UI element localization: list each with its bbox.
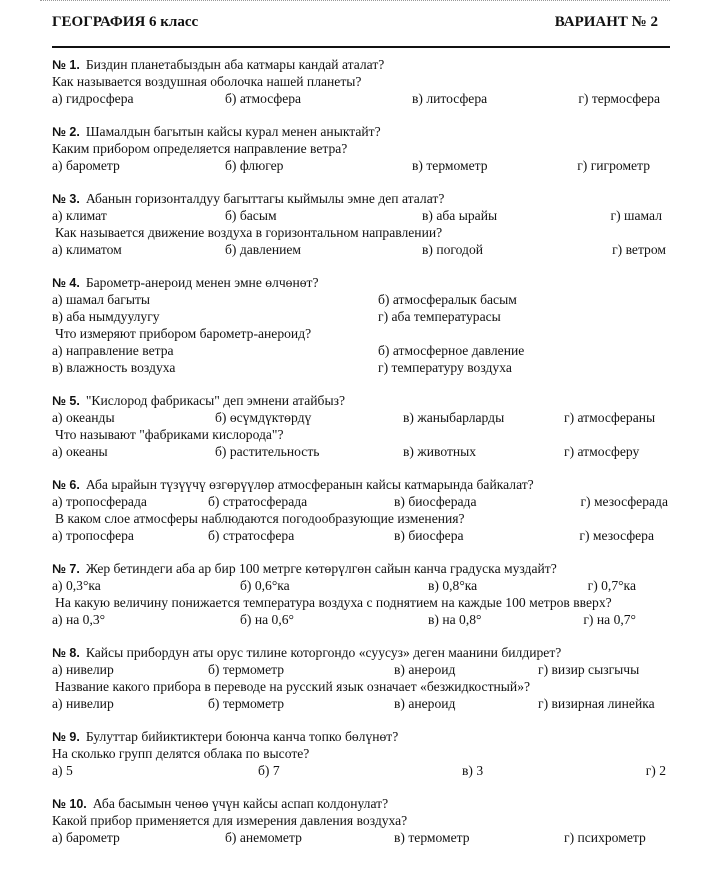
option-a: а) тропосферада [52, 494, 147, 509]
option-v: в) анероид [394, 662, 456, 677]
header-rule [52, 46, 670, 48]
option-b: б) 0,6°ка [240, 578, 290, 593]
question-text-ru: Какой прибор применяется для измерения давления воздуха? [52, 813, 408, 828]
option-b: б) стратосфера [208, 528, 295, 543]
question-text-ru: Название какого прибора в переводе на русский язык означает «безжидкостный»? [55, 679, 531, 694]
question-2 [52, 123, 670, 174]
option-b: б) на 0,6° [240, 612, 294, 627]
option-a: а) гидросфера [52, 91, 134, 106]
option-v: в) 3 [462, 763, 484, 778]
option-b: б) 7 [258, 763, 280, 778]
option-a: а) шамал багыты [52, 292, 151, 307]
question-number: № 10. [52, 797, 87, 811]
question-number: № 2. [52, 125, 80, 139]
question-4 [52, 274, 670, 376]
question-number: № 5. [52, 394, 80, 408]
question-text-kg: Кайсы прибордун аты орус тилине которгондо «суусуз» деген маанини билдирет? [85, 645, 562, 660]
option-g: г) температуру воздуха [378, 360, 512, 375]
question-number: № 7. [52, 562, 80, 576]
option-a: а) барометр [52, 158, 120, 173]
option-g: г) визирная линейка [538, 696, 655, 711]
option-b: б) басым [225, 208, 277, 223]
question-9 [52, 728, 670, 779]
option-a: а) нивелир [52, 696, 114, 711]
option-g: г) 2 [645, 763, 666, 778]
question-text-ru: На сколько групп делятся облака по высоте? [52, 746, 310, 761]
option-b: б) стратосферада [208, 494, 308, 509]
option-v: в) влажность воздуха [52, 360, 176, 375]
option-v: в) биосферада [394, 494, 477, 509]
option-b: б) анемометр [225, 830, 302, 845]
question-10 [52, 795, 670, 846]
option-g: г) на 0,7° [583, 612, 636, 627]
question-text-kg: Аба ырайын түзүүчү өзгөрүүлөр атмосферанын кайсы катмарында байкалат? [85, 477, 534, 492]
question-number: № 9. [52, 730, 80, 744]
question-1 [52, 56, 670, 107]
question-3 [52, 190, 670, 258]
option-v: в) термометр [412, 158, 488, 173]
option-g: г) ветром [612, 242, 666, 257]
top-dotted-border [40, 0, 670, 3]
question-number: № 1. [52, 58, 80, 72]
option-g: г) атмосферу [564, 444, 640, 459]
option-b: б) растительность [215, 444, 320, 459]
option-b: б) термометр [208, 696, 285, 711]
option-v: в) анероид [394, 696, 456, 711]
option-v: в) биосфера [394, 528, 464, 543]
question-text-ru: Каким прибором определяется направление ветра? [52, 141, 348, 156]
option-g: г) визир сызгычы [538, 662, 640, 677]
option-b: б) давлением [225, 242, 302, 257]
question-text-kg: Абанын горизонталдуу багыттагы кыймылы эмне деп аталат? [85, 191, 445, 206]
option-a: а) барометр [52, 830, 120, 845]
question-text-kg: Аба басымын ченөө үчүн кайсы аспап колдонулат? [92, 796, 389, 811]
option-a: а) климатом [52, 242, 122, 257]
option-a: а) океанды [52, 410, 115, 425]
question-text-kg: Барометр-анероид менен эмне өлчөнөт? [85, 275, 319, 290]
question-text-kg: Булуттар бийиктиктери боюнча канча топко бөлүнөт? [85, 729, 399, 744]
option-b: б) атмосфера [225, 91, 302, 106]
option-b: б) атмосферное давление [378, 343, 525, 358]
question-text-ru: Что измеряют прибором барометр-анероид? [55, 326, 312, 341]
question-text-ru: На какую величину понижается температура воздуха с поднятием на каждые 100 метров вверх? [55, 595, 612, 610]
option-v: в) жаныбарларды [403, 410, 505, 425]
option-b: б) өсүмдүктөрдү [215, 410, 312, 425]
page-header [52, 14, 670, 42]
option-g: г) мезосферада [580, 494, 668, 509]
question-text-kg: "Кислород фабрикасы" деп эмнени атайбыз? [85, 393, 345, 408]
question-text-kg: Биздин планетабыздын аба катмары кандай аталат? [85, 57, 385, 72]
option-g: г) шамал [610, 208, 662, 223]
option-b: б) термометр [208, 662, 285, 677]
subject-title: ГЕОГРАФИЯ 6 класс [52, 14, 199, 30]
question-text-ru: Как называется воздушная оболочка нашей планеты? [52, 74, 362, 89]
option-a: а) 0,3°ка [52, 578, 101, 593]
option-g: г) 0,7°ка [587, 578, 636, 593]
option-g: г) мезосфера [579, 528, 654, 543]
option-a: а) на 0,3° [52, 612, 106, 627]
option-v: в) литосфера [412, 91, 488, 106]
option-a: а) 5 [52, 763, 73, 778]
option-g: г) аба температурасы [378, 309, 501, 324]
question-text-kg: Жер бетиндеги аба ар бир 100 метрге көтөрүлгөн сайын канча градуска муздайт? [85, 561, 557, 576]
question-number: № 8. [52, 646, 80, 660]
option-a: а) океаны [52, 444, 108, 459]
option-v: в) аба ырайы [422, 208, 498, 223]
option-a: а) тропосфера [52, 528, 134, 543]
option-g: г) гигрометр [577, 158, 650, 173]
option-v: в) животных [403, 444, 477, 459]
question-7 [52, 560, 670, 628]
option-b: б) флюгер [225, 158, 284, 173]
question-8 [52, 644, 670, 712]
option-v: в) на 0,8° [428, 612, 482, 627]
question-text-ru: В каком слое атмосферы наблюдаются погодообразующие изменения? [55, 511, 465, 526]
option-g: г) атмосфераны [564, 410, 656, 425]
question-number: № 4. [52, 276, 80, 290]
question-text-ru: Что называют "фабриками кислорода"? [55, 427, 284, 442]
option-a: а) направление ветра [52, 343, 174, 358]
option-v: в) погодой [422, 242, 484, 257]
question-text-kg: Шамалдын багытын кайсы курал менен аныктайт? [85, 124, 381, 139]
option-a: а) нивелир [52, 662, 114, 677]
option-v: в) аба нымдуулугу [52, 309, 160, 324]
question-number: № 6. [52, 478, 80, 492]
option-a: а) климат [52, 208, 107, 223]
question-text-ru: Как называется движение воздуха в горизонтальном направлении? [55, 225, 443, 240]
question-5 [52, 392, 670, 460]
option-v: в) 0,8°ка [428, 578, 478, 593]
option-g: г) психрометр [564, 830, 646, 845]
question-6 [52, 476, 670, 544]
option-g: г) термосфера [578, 91, 660, 106]
option-b: б) атмосфералык басым [378, 292, 517, 307]
question-number: № 3. [52, 192, 80, 206]
option-v: в) термометр [394, 830, 470, 845]
variant-title: ВАРИАНТ № 2 [554, 14, 658, 30]
